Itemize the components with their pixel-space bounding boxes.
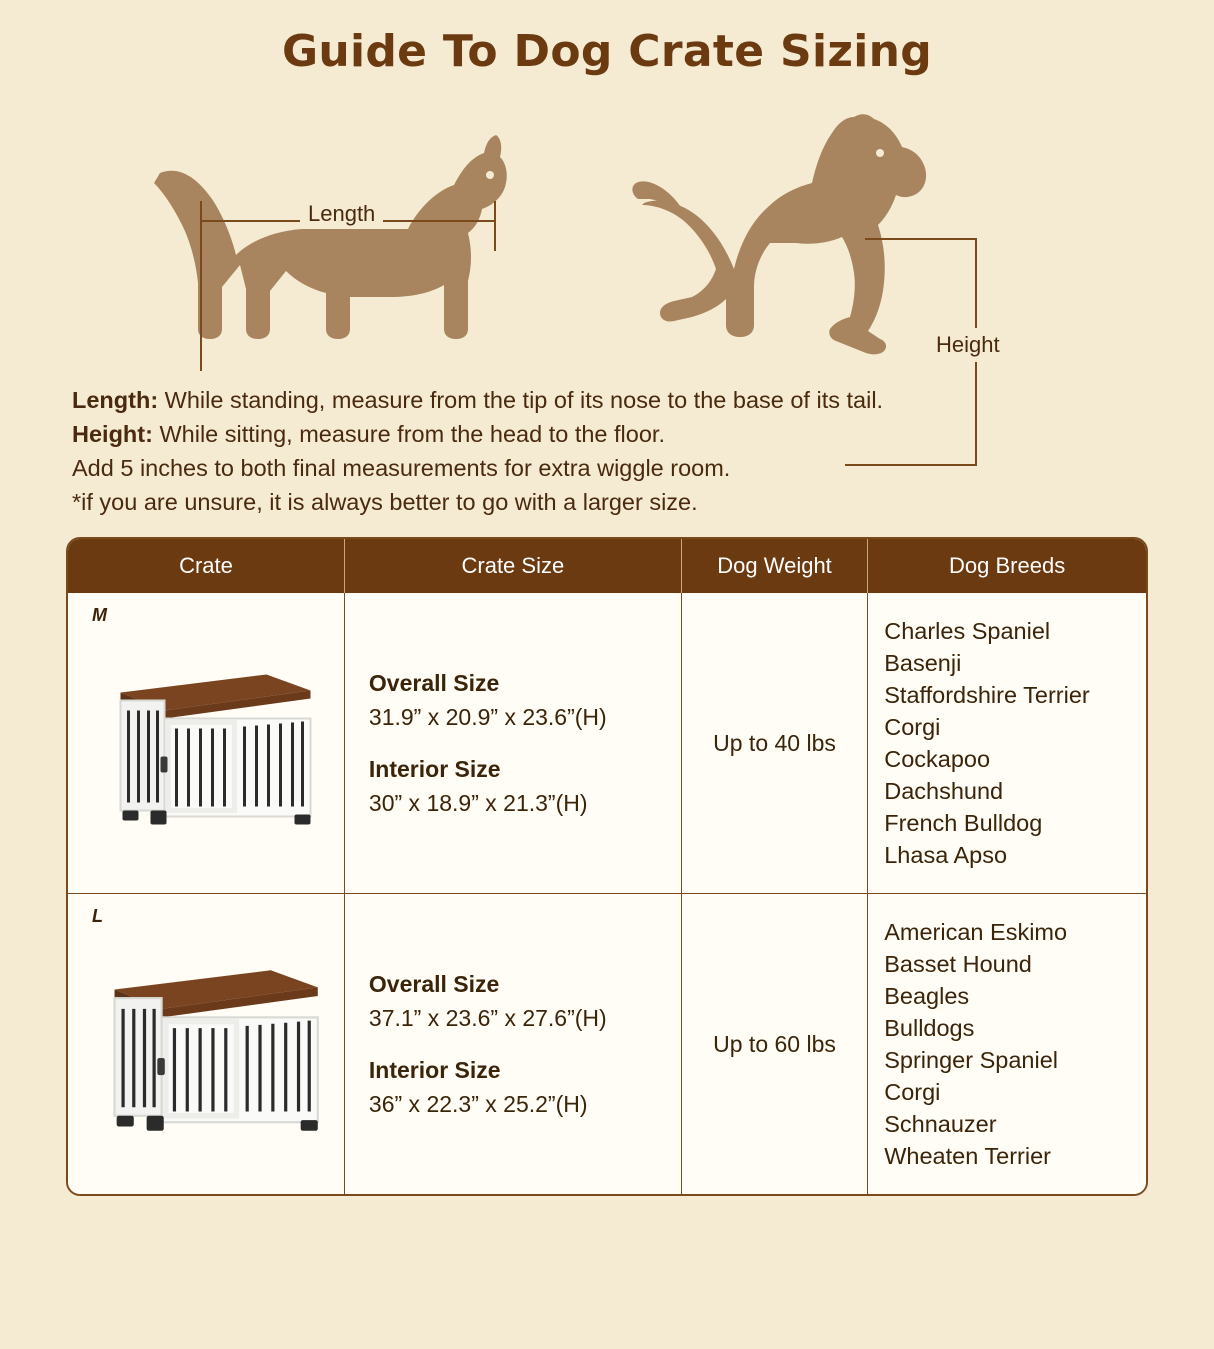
instructions-block	[72, 383, 1214, 519]
instruction-height-text: While sitting, measure from the head to the floor.	[152, 421, 665, 447]
crate-image-cell-l	[68, 894, 344, 1195]
overall-size-value-l: 37.1” x 23.6” x 27.6”(H)	[368, 1005, 607, 1031]
page-title: Guide To Dog Crate Sizing	[281, 26, 933, 77]
dog-crate-furniture-large-image	[91, 950, 321, 1150]
breed-item: Cockapoo	[884, 746, 991, 772]
interior-size-value-m: 30” x 18.9” x 21.3”(H)	[368, 790, 588, 816]
dog-standing-silhouette	[150, 113, 510, 363]
breed-item: Basenji	[884, 650, 962, 676]
column-header-dog-weight: Dog Weight	[681, 539, 867, 593]
breed-item: Schnauzer	[884, 1111, 997, 1137]
instruction-length-term: Length:	[72, 387, 159, 413]
instruction-larger-size-note: *if you are unsure, it is always better to go with a larger size.	[72, 489, 698, 515]
dog-weight-cell-m: Up to 40 lbs	[681, 593, 867, 894]
crate-size-letter-l: L	[92, 906, 103, 926]
dog-weight-cell-l: Up to 60 lbs	[681, 894, 867, 1195]
crate-size-table	[66, 537, 1148, 1196]
table-row	[68, 894, 1146, 1195]
breed-item: Lhasa Apso	[884, 842, 1008, 868]
dog-crate-furniture-medium-image	[98, 657, 313, 842]
interior-size-value-l: 36” x 22.3” x 25.2”(H)	[368, 1091, 588, 1117]
height-top-tick	[865, 238, 977, 240]
dog-breeds-cell-m	[868, 593, 1146, 894]
breed-item: Charles Spaniel	[884, 618, 1051, 644]
breed-item: Wheaten Terrier	[884, 1143, 1051, 1169]
column-header-crate-size: Crate Size	[344, 539, 681, 593]
breed-item: Bulldogs	[884, 1015, 975, 1041]
breed-item: Corgi	[884, 714, 941, 740]
column-header-crate: Crate	[68, 539, 344, 593]
height-dimension-label: Height	[930, 328, 1006, 362]
overall-size-label-l: Overall Size	[368, 971, 500, 997]
length-dimension-label: Length	[300, 201, 383, 227]
crate-size-cell-l	[344, 894, 681, 1195]
breed-item: American Eskimo	[884, 919, 1068, 945]
instruction-wiggle-room: Add 5 inches to both final measurements for extra wiggle room.	[72, 455, 731, 481]
instruction-length-text: While standing, measure from the tip of its nose to the base of its tail.	[158, 387, 884, 413]
crate-size-cell-m	[344, 593, 681, 894]
length-right-tick	[494, 201, 496, 251]
crate-image-cell-m	[68, 593, 344, 894]
table-header-row	[68, 539, 1146, 593]
overall-size-label-m: Overall Size	[368, 670, 500, 696]
interior-size-label-m: Interior Size	[368, 756, 501, 782]
breed-item: Corgi	[884, 1079, 941, 1105]
breed-item: Dachshund	[884, 778, 1004, 804]
breed-item: Basset Hound	[884, 951, 1032, 977]
dog-breeds-cell-l	[868, 894, 1146, 1195]
overall-size-value-m: 31.9” x 20.9” x 23.6”(H)	[368, 704, 607, 730]
dog-sitting-silhouette	[630, 103, 950, 368]
breed-item: French Bulldog	[884, 810, 1043, 836]
breed-item: Springer Spaniel	[884, 1047, 1058, 1073]
breed-item: Staffordshire Terrier	[884, 682, 1090, 708]
interior-size-label-l: Interior Size	[368, 1057, 501, 1083]
breed-item: Beagles	[884, 983, 970, 1009]
column-header-dog-breeds: Dog Breeds	[868, 539, 1146, 593]
height-bottom-tick	[845, 464, 977, 466]
instruction-length	[72, 383, 1214, 417]
instruction-height-term: Height:	[72, 421, 153, 447]
measurement-diagram	[0, 83, 1214, 383]
length-left-tick	[200, 201, 202, 371]
instruction-height	[72, 417, 1214, 451]
crate-size-letter-m: M	[92, 605, 107, 625]
table-row	[68, 593, 1146, 894]
